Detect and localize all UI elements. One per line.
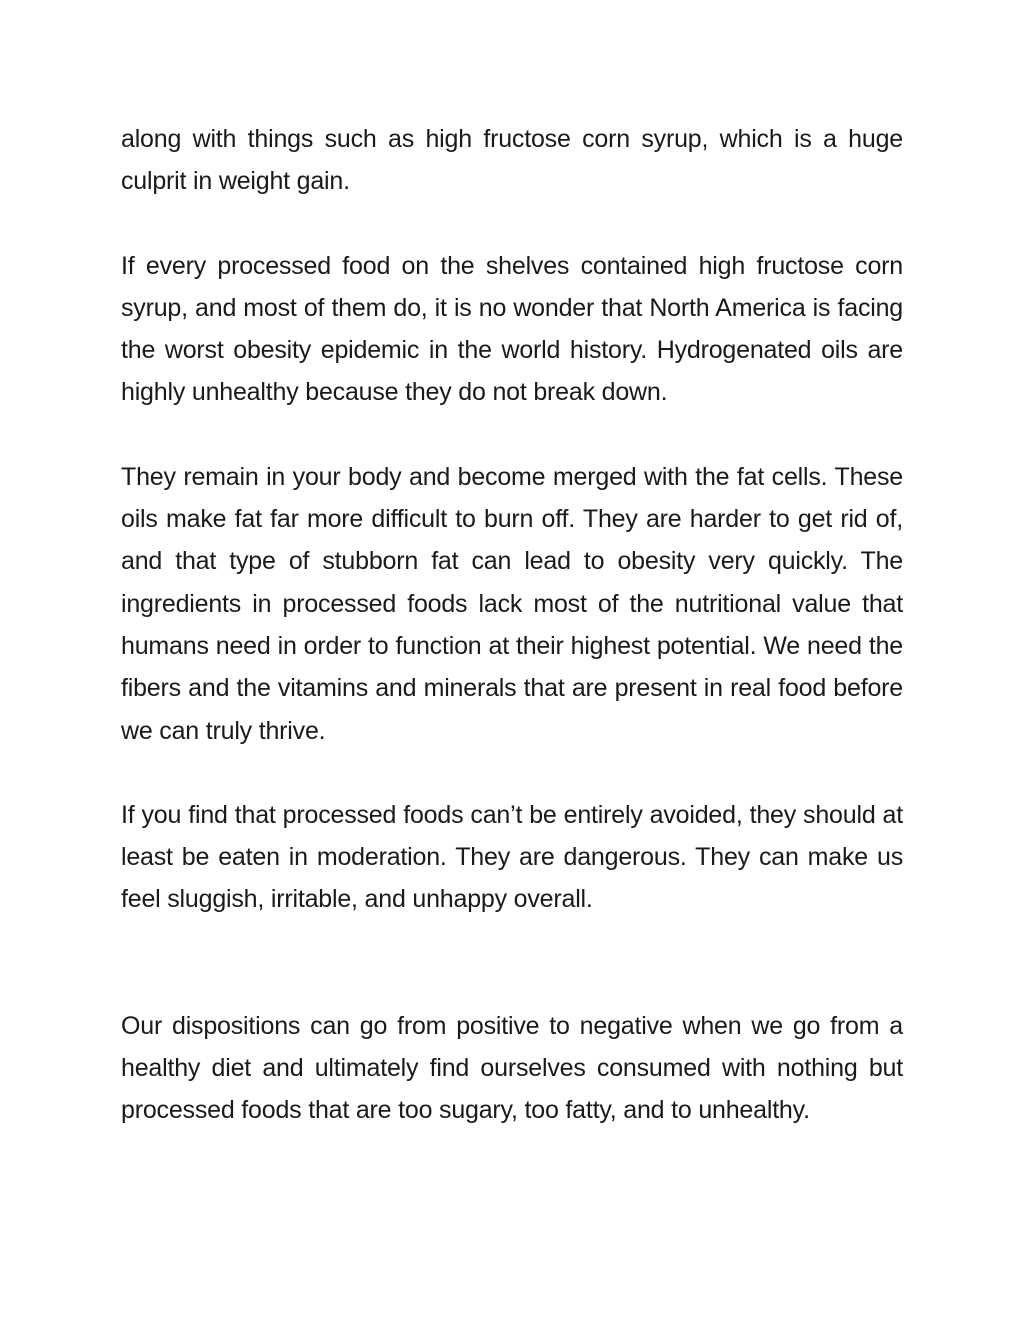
text-column bbox=[121, 118, 903, 1132]
paragraph-spacer bbox=[121, 414, 903, 456]
paragraph-spacer bbox=[121, 921, 903, 1005]
paragraph-4: If you find that processed foods can’t be entirely avoided, they should at least be eaten in moderation. They are dangerous. They can make us feel sluggish, irritable, and unhappy overall. bbox=[121, 800, 903, 914]
paragraph-2: If every processed food on the shelves contained high fructose corn syrup, and most of them do, it is no wonder that North America is facing the worst obesity epidemic in the world history. Hydrogenated oils are highly unhealthy because they do not break down. bbox=[121, 251, 903, 407]
paragraph-spacer bbox=[121, 203, 903, 245]
paragraph-1: along with things such as high fructose corn syrup, which is a huge culprit in weight gain. bbox=[121, 125, 903, 196]
paragraph-spacer bbox=[121, 752, 903, 794]
paragraph-5: Our dispositions can go from positive to negative when we go from a healthy diet and ultimately find ourselves consumed with nothing but processed foods that are too sugary, too fatty, and to unhealthy. bbox=[121, 1011, 903, 1125]
paragraph-3: They remain in your body and become merged with the fat cells. These oils make fat far more difficult to burn off. They are harder to get rid of, and that type of stubborn fat can lead to obesity very quickly. The ingredients in processed foods lack most of the nutritional value that humans need in order to function at their highest potential. We need the fibers and the vitamins and minerals that are present in real food before we can truly thrive. bbox=[121, 462, 903, 745]
